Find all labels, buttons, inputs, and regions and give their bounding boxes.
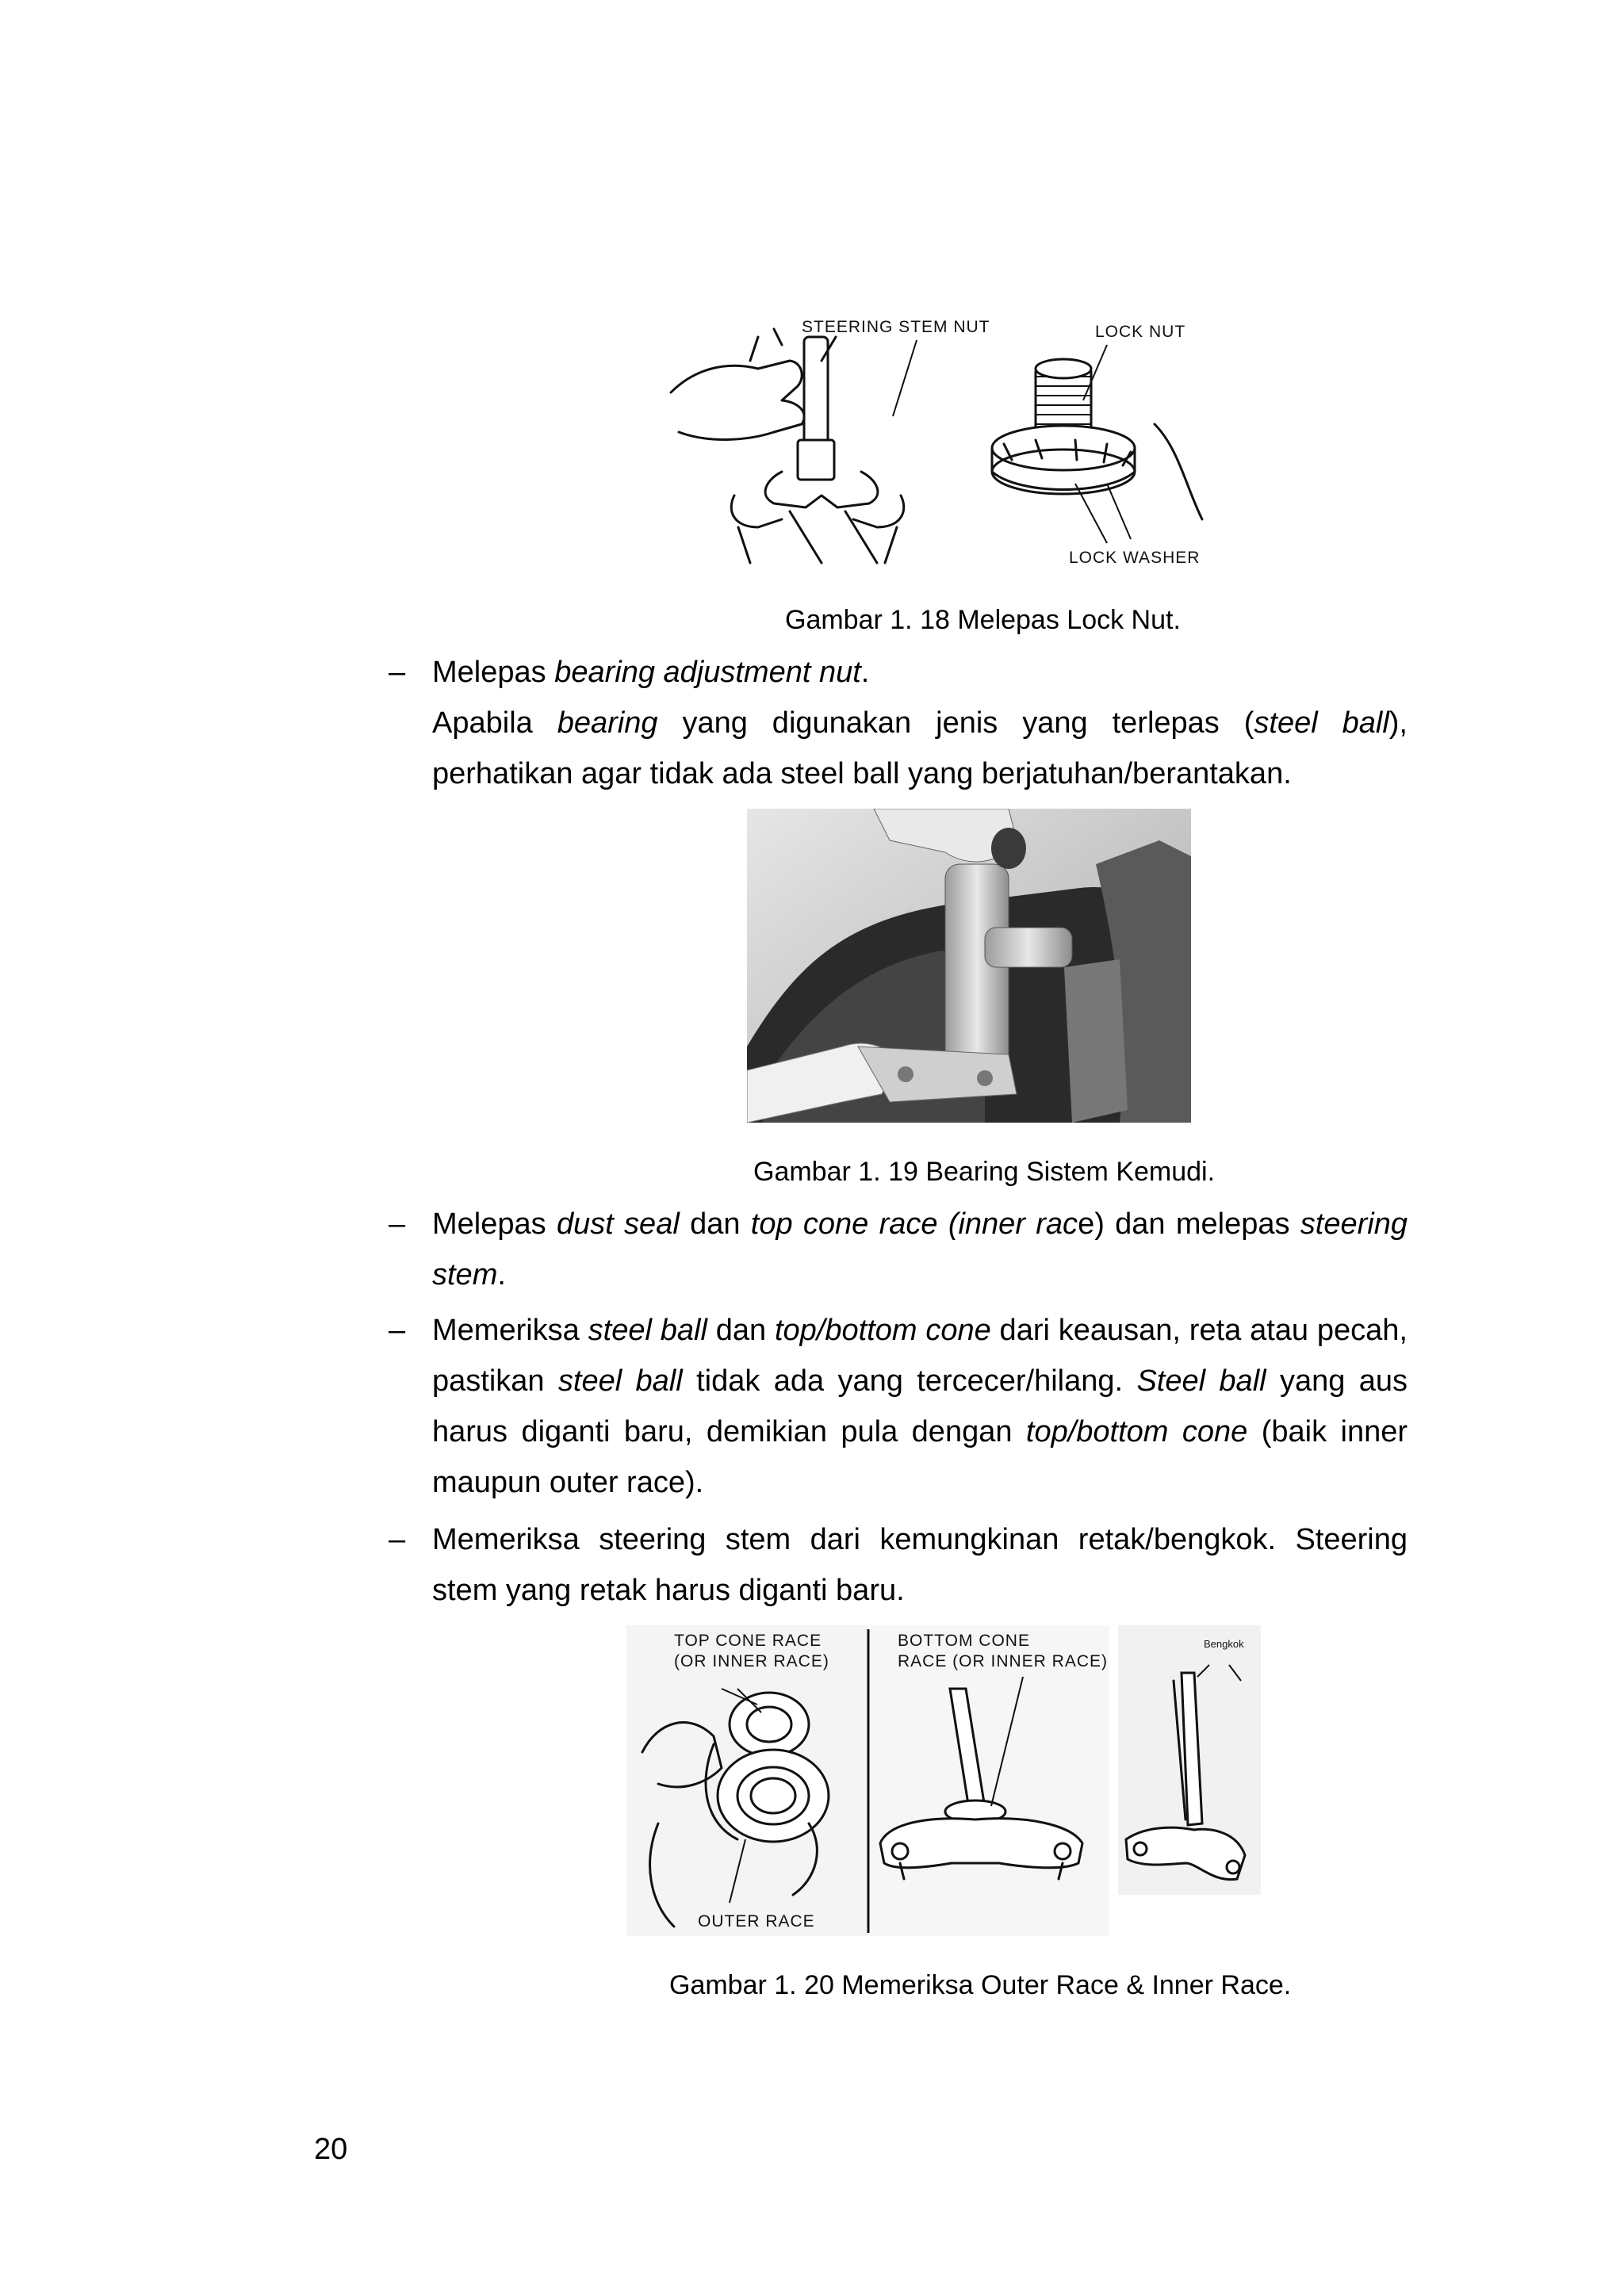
caption-figure-1-18: Gambar 1. 18 Melepas Lock Nut. xyxy=(785,605,1181,635)
figure-1-20-image xyxy=(626,1625,1261,1936)
list-item-2: Melepas dust seal dan top cone race (inner race) dan melepas steering stem. xyxy=(432,1207,1408,1292)
list-dash: – xyxy=(389,1207,406,1241)
list-item-3: Memeriksa steel ball dan top/bottom cone dari keausan, reta atau pecah, pastikan steel ball tidak ada yang tercecer/hilang. Steel ball yang aus harus diganti baru, demikian pula dengan top/bottom cone (baik inner maupun outer race). xyxy=(432,1314,1408,1499)
list-item-1: Melepas bearing adjustment nut. xyxy=(432,656,870,689)
caption-figure-1-19: Gambar 1. 19 Bearing Sistem Kemudi. xyxy=(753,1157,1216,1187)
list-dash: – xyxy=(389,656,406,689)
list-dash: – xyxy=(389,1314,406,1347)
label-bottom-cone: BOTTOM CONE xyxy=(898,1632,1030,1650)
caption-figure-1-20: Gambar 1. 20 Memeriksa Outer Race & Inner Race. xyxy=(669,1970,1292,2000)
label-top-cone-race: TOP CONE RACE xyxy=(674,1632,822,1650)
label-top-cone-race-alt: (OR INNER RACE) xyxy=(674,1652,829,1670)
figure-1-19-photo xyxy=(747,809,1191,1123)
label-bengkok: Bengkok xyxy=(1204,1638,1244,1650)
list-item-1-paragraph: Apabila bearing yang digunakan jenis yang terlepas (steel ball), perhatikan agar tidak ada steel ball yang berjatuhan/berantakan. xyxy=(432,706,1408,790)
label-steering-stem-nut: STEERING STEM NUT xyxy=(802,318,990,336)
label-lock-washer: LOCK WASHER xyxy=(1069,549,1201,567)
page-number: 20 xyxy=(314,2133,348,2166)
list-dash: – xyxy=(389,1523,406,1556)
figure-1-18-image xyxy=(663,313,1228,567)
label-bottom-cone-race: RACE (OR INNER RACE) xyxy=(898,1652,1109,1670)
label-lock-nut: LOCK NUT xyxy=(1095,323,1186,341)
list-item-4: Memeriksa steering stem dari kemungkinan retak/bengkok. Steering stem yang retak harus diganti baru. xyxy=(432,1523,1408,1607)
label-outer-race: OUTER RACE xyxy=(698,1912,815,1931)
